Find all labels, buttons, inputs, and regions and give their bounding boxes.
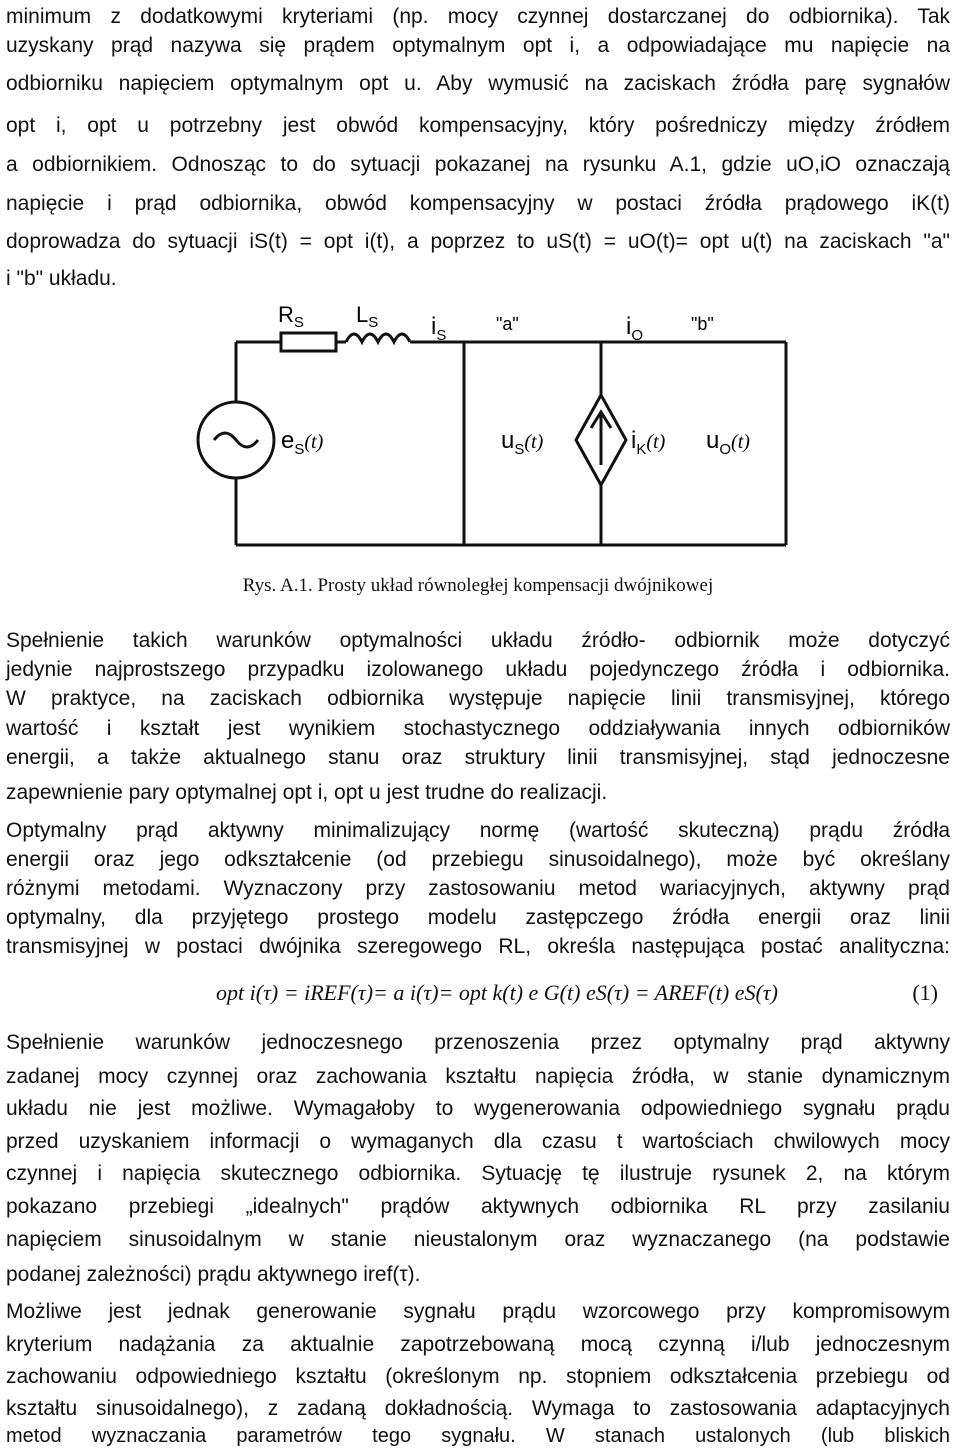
label-io: $i_O$ xyxy=(626,313,644,344)
text-line: energii, a także aktualnego stanu oraz struktury linii transmisyjnej, stąd jednoczesne xyxy=(6,746,950,769)
text-line: Spełnienie warunków jednoczesnego przenoszenia przez optymalny prąd aktywny xyxy=(6,1031,950,1054)
text-line: Optymalny prąd aktywny minimalizujący normę (wartość skuteczną) prądu źródła xyxy=(6,819,950,842)
inductor-ls xyxy=(346,334,410,342)
text-line: przed uzyskaniem informacji o wymaganych dla czasu t wartościach chwilowych mocy xyxy=(6,1130,950,1153)
text-line: W praktyce, na zaciskach odbiornika występuje napięcie linii transmisyjnej, którego xyxy=(6,687,950,710)
equation-body: opt i(τ) = iREF(τ)= a i(τ)= opt k(t) e G(t) eS(τ) = AREF(t) eS(τ) xyxy=(216,980,778,1005)
text-line: metod wyznaczania parametrów tego sygnału. W stanach ustalonych (lub bliskich xyxy=(6,1425,950,1447)
label-b: "b" xyxy=(691,314,714,334)
text-line: pokazano przebiegi „idealnych" prądów aktywnych odbiornika RL przy zasilaniu xyxy=(6,1195,950,1218)
text-line: czynnej i napięcia skutecznego odbiornika. Sytuację tę ilustruje rysunek 2, na którym xyxy=(6,1162,950,1185)
text-line: zachowaniu odpowiedniego kształtu (określonym np. stopniem odkształcenia przebiegu od xyxy=(6,1365,950,1388)
text-line: zadanej mocy czynnej oraz zachowania kształtu napięcia źródła, w stanie dynamicznym xyxy=(6,1065,950,1088)
text-line: wartość i kształt jest wynikiem stochastycznego oddziaływania innych odbiorników xyxy=(6,717,950,740)
label-rs: $R_S$ xyxy=(278,302,304,331)
label-es: $e_S^{(t)}$ xyxy=(281,427,324,458)
label-ls: $L_S$ xyxy=(356,302,379,331)
equation-number: (1) xyxy=(912,980,938,1005)
text-line: transmisyjnej w postaci dwójnika szeregowego RL, określa następująca postać analityczna: xyxy=(6,935,950,958)
text-line: i "b" układu. xyxy=(6,267,117,290)
label-ik: $i_K^{(t)}$ xyxy=(631,427,666,458)
text-line: energii oraz jego odkształcenie (od przebiegu sinusoidalnego), może być określany xyxy=(6,848,950,871)
text-line: kształtu sinusoidalnego), z zadaną dokładnością. Wymaga to zastosowania adaptacyjnych xyxy=(6,1397,950,1420)
text-line: doprowadza do sytuacji iS(t) = opt i(t), a poprzez to uS(t) = uO(t)= opt u(t) na zaciskach "a" xyxy=(6,230,950,253)
label-uo: $u_O^{(t)}$ xyxy=(706,427,750,458)
resistor-rs xyxy=(281,333,336,351)
text-line: Spełnienie takich warunków optymalności układu źródło- odbiornik może dotyczyć xyxy=(6,629,950,652)
text-line: a odbiornikiem. Odnosząc to do sytuacji pokazanej na rysunku A.1, gdzie uO,iO oznaczają xyxy=(6,153,950,176)
text-line: optymalny, dla przyjętego prostego modelu zastępczego źródła energii oraz linii xyxy=(6,906,950,929)
text-line: napięciem sinusoidalnym w stanie nieustalonym oraz wyznaczanego (na podstawie xyxy=(6,1228,950,1251)
text-line: napięcie i prąd odbiornika, obwód kompensacyjny w postaci źródła prądowego iK(t) xyxy=(6,192,950,215)
text-line: jedynie najprostszego przypadku izolowanego układu pojedynczego źródła i odbiornika. xyxy=(6,658,950,681)
circuit-diagram xyxy=(186,300,806,570)
label-us: $u_S^{(t)}$ xyxy=(501,427,544,458)
text-line: uzyskany prąd nazywa się prądem optymalnym opt i, a odpowiadające mu napięcie na xyxy=(6,34,950,57)
text-line: różnymi metodami. Wyznaczony przy zastosowaniu metod wariacyjnych, aktywny prąd xyxy=(6,877,950,900)
label-is: $i_S$ xyxy=(431,313,447,344)
text-line: minimum z dodatkowymi kryteriami (np. mocy czynnej dostarczanej do odbiornika). Tak xyxy=(6,5,950,28)
text-line: opt i, opt u potrzebny jest obwód kompensacyjny, który pośredniczy między źródłem xyxy=(6,114,950,137)
text-line: Możliwe jest jednak generowanie sygnału prądu wzorcowego przy kompromisowym xyxy=(6,1300,950,1323)
text-line: kryterium nadążania za aktualnie zapotrzebowaną mocą czynną i/lub jednoczesnym xyxy=(6,1333,950,1356)
text-line: układu nie jest możliwe. Wymagałoby to wygenerowania odpowiedniego sygnału prądu xyxy=(6,1097,950,1120)
text-line: podanej zależności) prądu aktywnego iref(τ). xyxy=(6,1263,421,1286)
label-a: "a" xyxy=(496,314,519,334)
figure-caption: Rys. A.1. Prosty układ równoległej kompensacji dwójnikowej xyxy=(242,575,714,596)
text-line: odbiorniku napięciem optymalnym opt u. Aby wymusić na zaciskach źródła parę sygnałów xyxy=(6,72,950,95)
text-line: zapewnienie pary optymalnej opt i, opt u jest trudne do realizacji. xyxy=(6,781,608,804)
